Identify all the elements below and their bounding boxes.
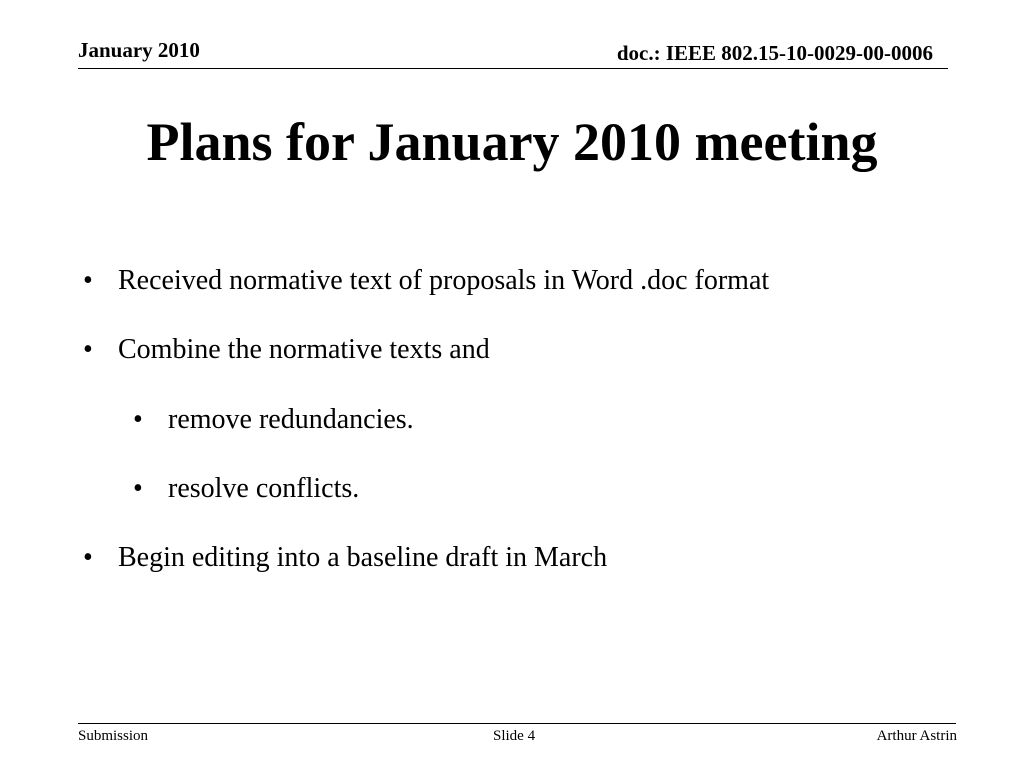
- bullet-text: Combine the normative texts and: [118, 334, 490, 365]
- slide-title: Plans for January 2010 meeting: [146, 112, 878, 172]
- footer-slide-number: Slide 4: [493, 728, 536, 744]
- footer-submission: Submission: [78, 728, 149, 744]
- bullet-dot-icon: •: [133, 473, 143, 504]
- sub-bullet-text: resolve conflicts.: [168, 473, 360, 504]
- bullet-text: Received normative text of proposals in Word .doc format: [118, 265, 770, 296]
- sub-bullet-text: remove redundancies.: [168, 404, 414, 435]
- footer-divider: [78, 723, 956, 724]
- bullet-text: Begin editing into a baseline draft in March: [118, 542, 608, 573]
- bullet-dot-icon: •: [133, 404, 143, 435]
- bullet-dot-icon: •: [83, 334, 93, 365]
- header-doc-id: doc.: IEEE 802.15-10-0029-00-0006: [616, 41, 933, 65]
- bullet-dot-icon: •: [83, 542, 93, 573]
- footer-author: Arthur Astrin: [876, 728, 957, 744]
- header-date: January 2010: [78, 38, 200, 62]
- bullet-dot-icon: •: [83, 265, 93, 296]
